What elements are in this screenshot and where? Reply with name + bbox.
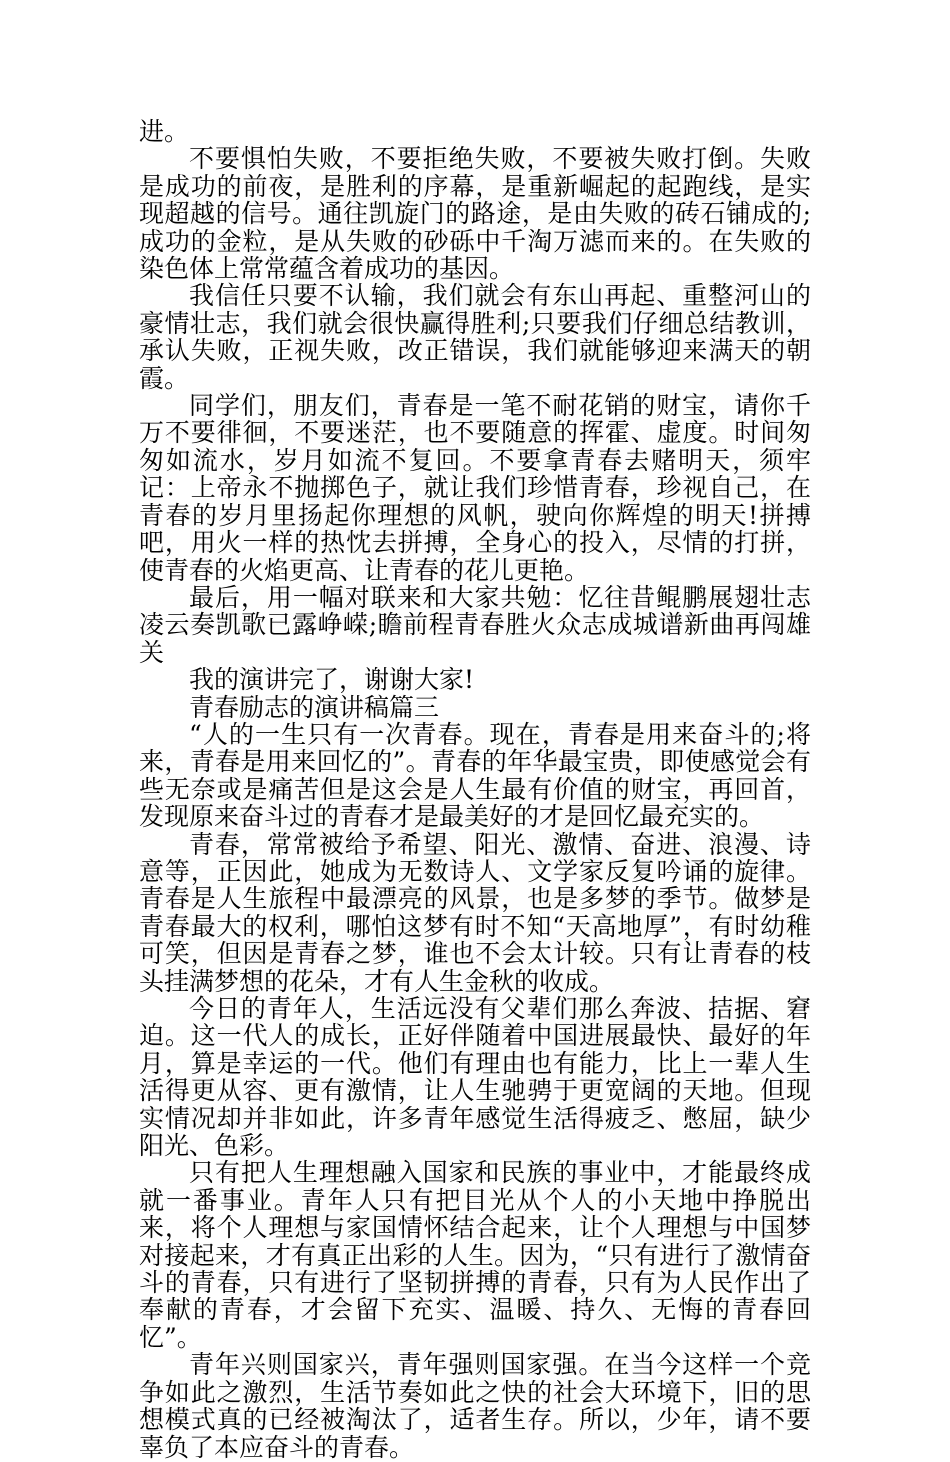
section-heading: 青春励志的演讲稿篇三 — [189, 692, 440, 722]
paragraph-young-people-today: 今日的青年人，生活远没有父辈们那么奔波、拮据、窘迫。这一代人的成长，正好伴随着中国进展最快、最好的年月，算是幸运的一代。他们有理由也有能力，比上一辈人生活得更从容、更有激情，让人生驰骋于更宽阔的天地。但现实情况却并非如此，许多青年感觉生活得疲乏、憋屈，缺少阳光、色彩。 — [139, 994, 811, 1161]
paragraph-ideals: 只有把人生理想融入国家和民族的事业中，才能最终成就一番事业。青年人只有把目光从个人的小天地中挣脱出来，将个人理想与家国情怀结合起来，让个人理想与中国梦对接起来，才有真正出彩的人生。因为，“只有进行了激情奋斗的青春，只有进行了坚韧拼搏的青春，只有为人民作出了奉献的青春，才会留下充实、温暖、持久、无悔的青春回忆”。 — [139, 1158, 811, 1352]
paragraph-closing: 我的演讲完了，谢谢大家! — [189, 665, 475, 695]
document-body — [139, 118, 811, 1461]
paragraph-failure: 不要惧怕失败，不要拒绝失败，不要被失败打倒。失败是成功的前夜，是胜利的序幕，是重新崛起的起跑线，是实现超越的信号。通往凯旋门的路途，是由失败的砖石铺成的;成功的金粒，是从失败的砂砾中千淘万滤而来的。在失败的染色体上常常蕴含着成功的基因。 — [139, 144, 811, 284]
paragraph-quote: “人的一生只有一次青春。现在，青春是用来奋斗的;将来，青春是用来回忆的”。青春的年华最宝贵，即使感觉会有些无奈或是痛苦但是这会是人生最有价值的财宝，再回首，发现原来奋斗过的青春才是最美好的才是回忆最充实的。 — [139, 719, 811, 832]
paragraph-continuation: 进。 — [139, 117, 190, 146]
paragraph-strong-youth: 青年兴则国家兴，青年强则国家强。在当今这样一个竞争如此之激烈，生活节奏如此之快的社会大环境下，旧的思想模式真的已经被淘汰了，适者生存。所以，少年，请不要辜负了本应奋斗的青春。 — [139, 1350, 811, 1462]
paragraph-couplet: 最后，用一幅对联来和大家共勉：忆往昔鲲鹏展翅壮志凌云奏凯歌已露峥嵘;瞻前程青春胜火众志成城谱新曲再闯雄关 — [139, 582, 811, 667]
paragraph-never-give-up: 我信任只要不认输，我们就会有东山再起、重整河山的豪情壮志，我们就会很快赢得胜利;只要我们仔细总结教训，承认失败，正视失败，改正错误，我们就能够迎来满天的朝霞。 — [139, 281, 811, 393]
paragraph-youth-dreams: 青春，常常被给予希望、阳光、激情、奋进、浪漫、诗意等，正因此，她成为无数诗人、文学家反复吟诵的旋律。青春是人生旅程中最漂亮的风景，也是多梦的季节。做梦是青春最大的权利，哪怕这梦有时不知“天高地厚”，有时幼稚可笑，但因是青春之梦，谁也不会太计较。只有让青春的枝头挂满梦想的花朵，才有人生金秋的收成。 — [139, 829, 811, 996]
paragraph-cherish-youth: 同学们，朋友们，青春是一笔不耐花销的财宝，请你千万不要徘徊，不要迷茫，也不要随意的挥霍、虚度。时间匆匆如流水，岁月如流不复回。不要拿青春去赌明天，须牢记：上帝永不抛掷色子，就让我们珍惜青春，珍视自己，在青春的岁月里扬起你理想的风帆，驶向你辉煌的明天!拼搏吧，用火一样的热忱去拼搏，全身心的投入，尽情的打拼，使青春的火焰更高、让青春的花儿更艳。 — [139, 391, 811, 585]
